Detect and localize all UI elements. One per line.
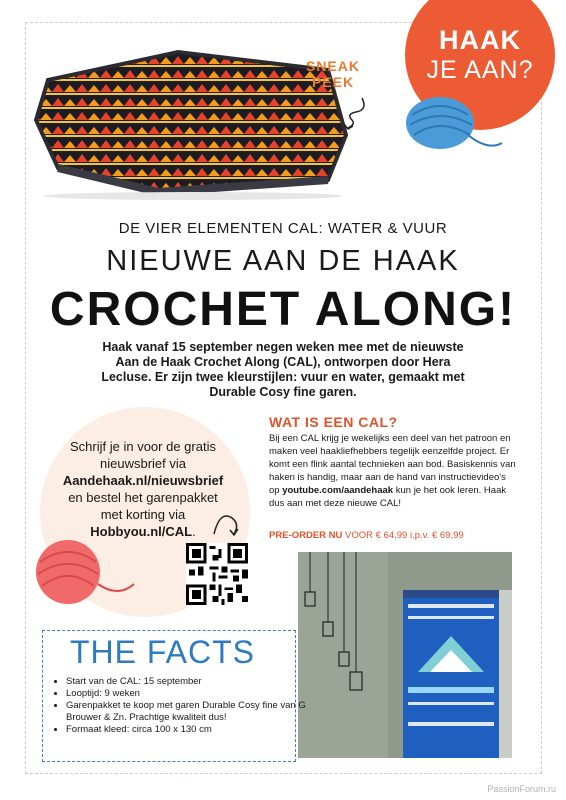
cal-body-text2: kun je het ook leren. Haak dus aan met deze nieuwe CAL! <box>269 485 507 509</box>
title-line1: NIEUWE AAN DE HAAK <box>106 245 460 277</box>
promo-text <box>58 438 228 540</box>
promo-end: . <box>192 524 196 539</box>
preorder-label: PRE-ORDER NU <box>269 530 343 541</box>
cal-heading: WAT IS EEN CAL? <box>269 414 398 430</box>
arrow-to-qr-icon <box>210 504 246 540</box>
newsletter-link[interactable]: Aandehaak.nl/nieuwsbrief <box>62 473 224 488</box>
watermark: PassionForum.ru <box>487 784 556 794</box>
promo-line1: Schrijf je in voor de gratis nieuwsbrief via <box>70 439 216 471</box>
blue-yarn-ball-icon <box>398 85 508 155</box>
sneak-line1: SNEAK <box>305 58 360 74</box>
cal-body-text1: Bij een CAL krijg je wekelijks een deel van het patroon en maken veel haakliefhebbers tegelijk eenzelfde project. Er komt een flink aantal technieken aan bod. Basiskennis van haken is handig, maar aan de hand van instructievideo's op <box>269 433 516 496</box>
page-title: CROCHET ALONG! <box>49 283 517 336</box>
badge-title: HAAK <box>439 25 521 55</box>
pink-yarn-ball-icon <box>28 532 138 612</box>
facts-item: • Garenpakket te koop met garen Durable Cosy fine van G Brouwer & Zn. Prachtige kwaliteit dus! <box>66 700 306 724</box>
room-photo <box>298 552 512 758</box>
badge-subtitle: JE AAN? <box>426 56 534 84</box>
sneak-line2: PEEK <box>311 74 355 90</box>
preorder-price: VOOR € 64,99 i.p.v. € 69,99 <box>342 530 464 541</box>
sneak-peek-label <box>298 58 368 90</box>
shop-link[interactable]: Hobbyou.nl/CAL <box>90 524 193 539</box>
cal-body <box>269 432 519 510</box>
facts-item: • Looptijd: 9 weken <box>66 688 306 700</box>
curly-arrow-icon <box>338 96 372 132</box>
cal-subtitle: DE VIER ELEMENTEN CAL: WATER & VUUR <box>118 220 448 237</box>
promo-line2: en bestel het garenpakket met korting via <box>68 490 218 522</box>
facts-item: • Start van de CAL: 15 september <box>66 676 306 688</box>
preorder-line <box>269 530 464 541</box>
intro-paragraph: Haak vanaf 15 september negen weken mee met de nieuwste Aan de Haak Crochet Along (CAL), ontworpen door Hera Lecluse. Er zijn twee kleurstijlen: vuur en water, gemaakt met Durable Cosy fine garen. <box>101 340 465 399</box>
youtube-link[interactable]: youtube.com/aandehaak <box>282 485 394 496</box>
qr-code[interactable] <box>186 543 248 605</box>
facts-item: • Formaat kleed: circa 100 x 130 cm <box>66 724 306 736</box>
facts-list <box>52 676 306 736</box>
facts-title: THE FACTS <box>70 634 256 670</box>
